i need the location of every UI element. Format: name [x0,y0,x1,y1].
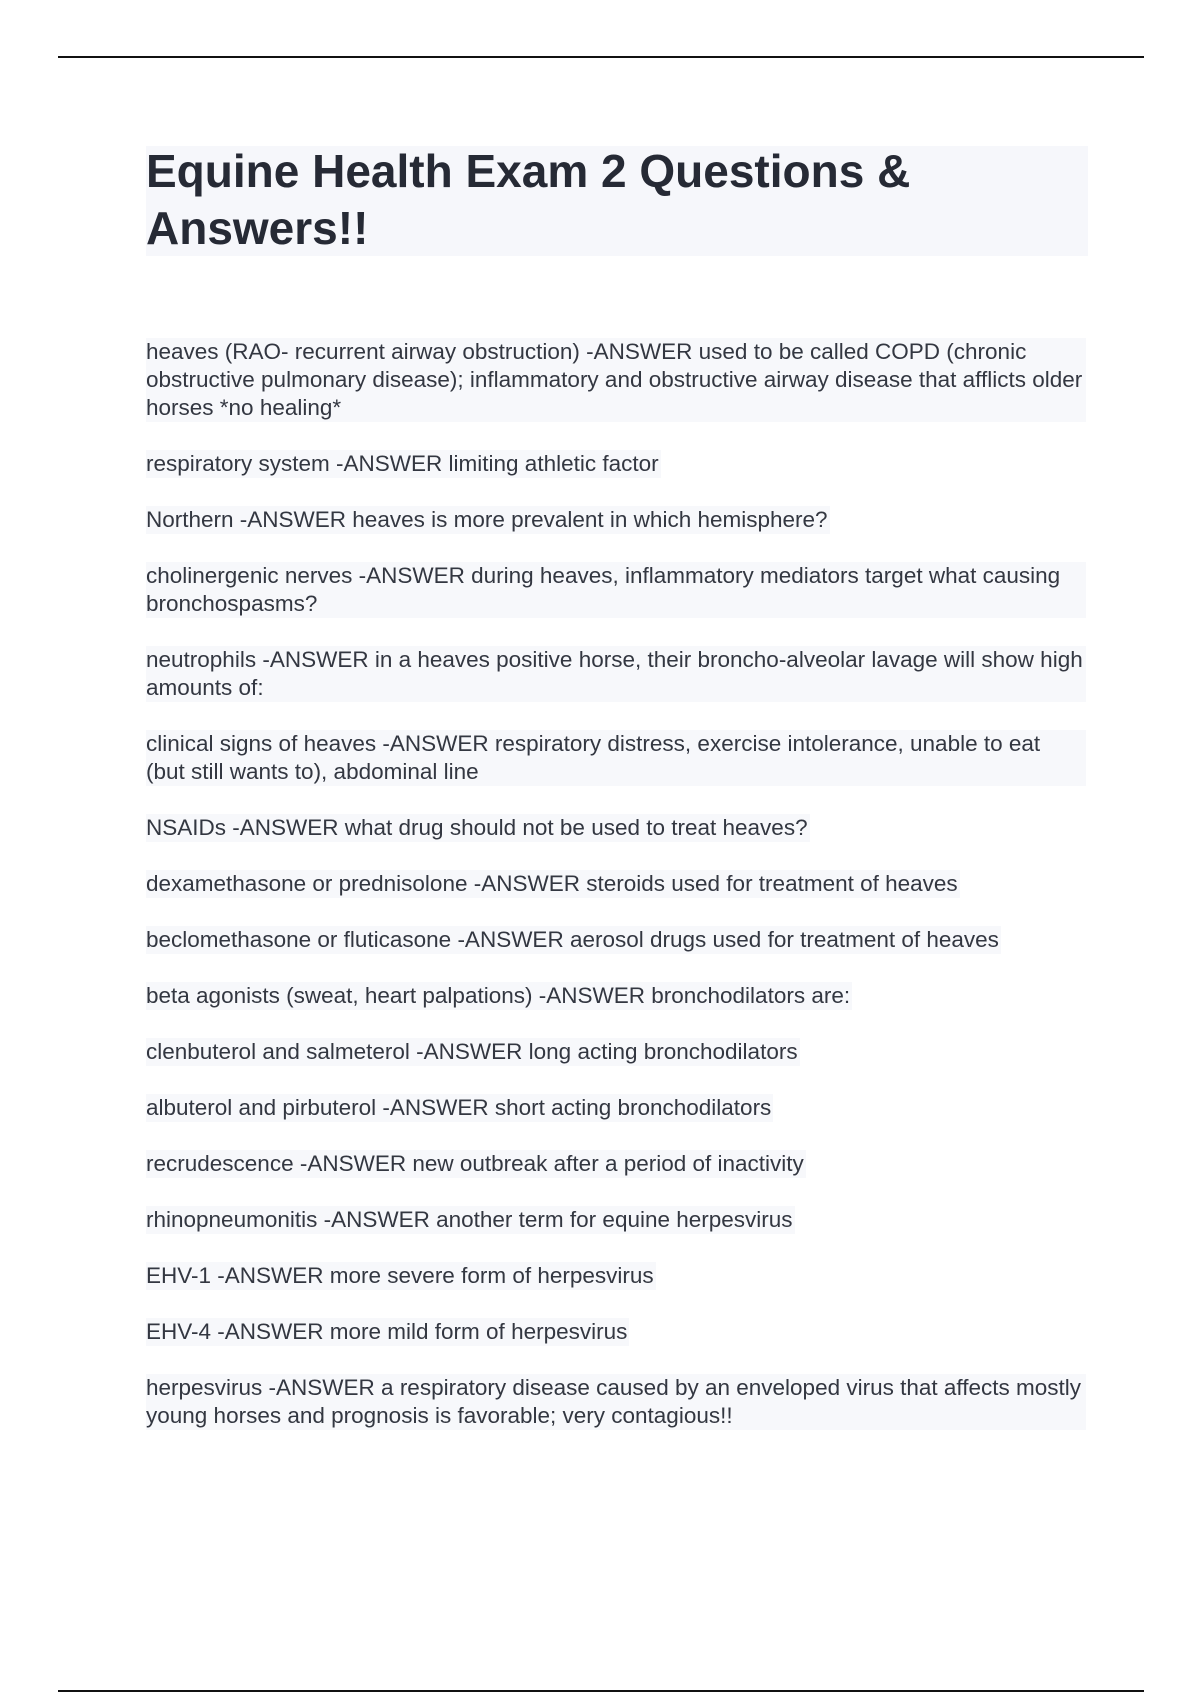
qa-item: beta agonists (sweat, heart palpations) -ANSWER bronchodilators are: [146,983,851,1008]
qa-item: neutrophils -ANSWER in a heaves positive horse, their broncho-alveolar lavage will show high amounts of: [146,646,1086,702]
page-title: Equine Health Exam 2 Questions & Answers!! [146,145,911,254]
qa-item: rhinopneumonitis -ANSWER another term for equine herpesvirus [146,1207,793,1232]
qa-item: cholinergenic nerves -ANSWER during heaves, inflammatory mediators target what causing bronchospasms? [146,562,1086,618]
qa-item: dexamethasone or prednisolone -ANSWER steroids used for treatment of heaves [146,871,958,896]
qa-list [146,338,1086,1458]
qa-item: EHV-1 -ANSWER more severe form of herpesvirus [146,1263,654,1288]
qa-item: clinical signs of heaves -ANSWER respiratory distress, exercise intolerance, unable to eat (but still wants to), abdominal line [146,730,1086,786]
qa-item: EHV-4 -ANSWER more mild form of herpesvirus [146,1319,628,1344]
qa-item: NSAIDs -ANSWER what drug should not be used to treat heaves? [146,815,808,840]
qa-item: albuterol and pirbuterol -ANSWER short acting bronchodilators [146,1095,772,1120]
qa-item: herpesvirus -ANSWER a respiratory disease caused by an enveloped virus that affects mostly young horses and prognosis is favorable; very contagious!! [146,1374,1086,1430]
qa-item: Northern -ANSWER heaves is more prevalent in which hemisphere? [146,507,828,532]
top-divider [58,56,1144,58]
qa-item: recrudescence -ANSWER new outbreak after a period of inactivity [146,1151,804,1176]
qa-item: beclomethasone or fluticasone -ANSWER aerosol drugs used for treatment of heaves [146,927,999,952]
qa-item: heaves (RAO- recurrent airway obstruction) -ANSWER used to be called COPD (chronic obstructive pulmonary disease); inflammatory and obstructive airway disease that afflicts older horses *no healing* [146,338,1086,422]
qa-item: clenbuterol and salmeterol -ANSWER long acting bronchodilators [146,1039,798,1064]
title-block [146,146,1088,256]
qa-item: respiratory system -ANSWER limiting athletic factor [146,451,659,476]
bottom-divider [58,1690,1144,1692]
